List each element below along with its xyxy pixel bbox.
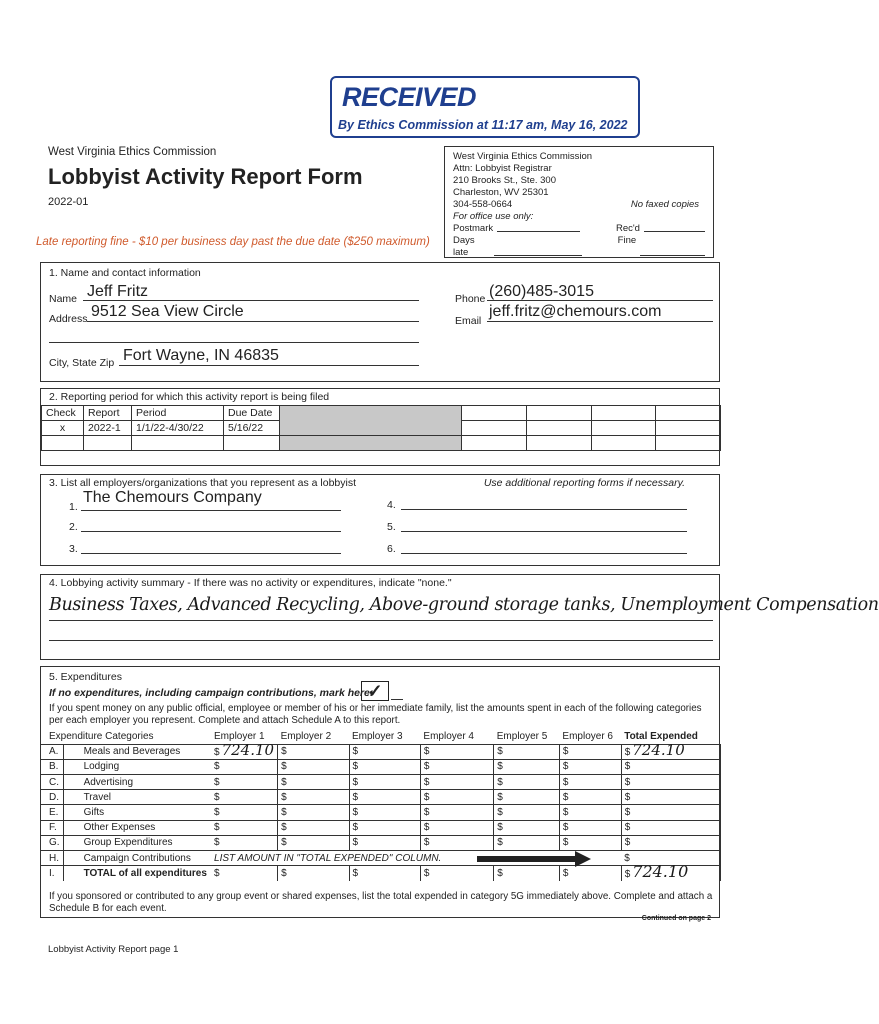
col-period: Period	[132, 406, 224, 421]
employer-3-amount[interactable]	[349, 790, 420, 805]
total-amount[interactable]	[621, 790, 720, 805]
period-empty-row	[42, 436, 721, 451]
period-header-row	[42, 406, 721, 421]
employer-5-total[interactable]	[494, 866, 560, 881]
total-amount[interactable]	[621, 741, 720, 760]
employer-6-amount[interactable]	[559, 775, 621, 790]
col-check: Check	[42, 406, 84, 421]
employer-5-amount[interactable]	[494, 820, 560, 835]
dollar-sign: $	[352, 761, 359, 773]
expenditure-row	[41, 775, 721, 790]
amount-value: 724.10	[632, 741, 685, 760]
dollar-sign: $	[214, 761, 220, 773]
campaign-contributions-row	[41, 851, 721, 866]
stamp-title: RECEIVED	[342, 82, 477, 112]
employer-2-amount[interactable]	[278, 744, 349, 759]
email-label: Email	[455, 315, 482, 327]
report-cell: 2022-1	[84, 421, 132, 436]
dollar-sign: $	[423, 776, 430, 788]
empty-cell	[591, 436, 656, 451]
empty-cell	[462, 436, 527, 451]
no-expenditures-label: If no expenditures, including campaign contributions, mark here:	[49, 687, 374, 699]
dollar-sign: $	[562, 761, 569, 773]
dollar-sign: $	[214, 837, 220, 849]
total-amount[interactable]	[621, 835, 720, 850]
empty-cell	[42, 436, 84, 451]
employer-2-amount[interactable]	[278, 805, 349, 820]
dollar-sign: $	[352, 807, 359, 819]
dollar-sign: $	[214, 807, 220, 819]
addr-phone: 304-558-0664	[453, 199, 513, 210]
group-event-note: If you sponsored or contributed to any group event or shared expenses, list the total expended in category 5G immediately above. Complete and attach a Schedule B for each event.	[49, 891, 713, 914]
form-code: 2022-01	[48, 196, 89, 208]
total-amount[interactable]	[621, 775, 720, 790]
employer-5-amount[interactable]	[494, 744, 560, 759]
row-category: Campaign Contributions	[83, 852, 191, 864]
dollar-sign: $	[562, 791, 569, 803]
amount-value: 724.10	[221, 741, 275, 760]
employer-1-num: 1.	[69, 501, 78, 513]
employer-3-amount[interactable]	[349, 805, 420, 820]
dollar-sign: $	[624, 869, 631, 881]
section-3-title: 3. List all employers/organizations that you represent as a lobbyist	[49, 477, 356, 489]
dollar-sign: $	[423, 868, 430, 880]
employer-1-amount[interactable]	[211, 741, 278, 760]
employer-4-total[interactable]	[420, 866, 493, 881]
name-label: Name	[49, 293, 78, 305]
empty-cell	[462, 406, 527, 421]
dollar-sign: $	[214, 822, 220, 834]
dollar-sign: $	[497, 868, 503, 880]
employer-2-amount[interactable]	[278, 759, 349, 774]
employer-4-field[interactable]	[401, 491, 687, 510]
recd-line	[644, 223, 705, 232]
col-report: Report	[84, 406, 132, 421]
dollar-sign: $	[497, 791, 503, 803]
section-2-period	[40, 388, 720, 466]
section-3-employers	[40, 474, 720, 566]
dollar-sign: $	[214, 868, 220, 880]
list-amount-note	[211, 851, 621, 866]
employer-2-amount[interactable]	[278, 790, 349, 805]
address-field[interactable]	[87, 303, 419, 322]
dollar-sign: $	[497, 746, 503, 758]
col-categories: Expenditure Categories	[49, 730, 154, 742]
employer-6-amount[interactable]	[559, 835, 621, 850]
row-category: Travel	[83, 791, 111, 803]
dollar-sign: $	[562, 776, 569, 788]
list-amount-text: LIST AMOUNT IN "TOTAL EXPENDED" COLUMN.	[214, 852, 442, 864]
employer-1-amount[interactable]	[211, 835, 278, 850]
no-fax-note: No faxed copies	[630, 199, 699, 210]
dollar-sign: $	[423, 837, 430, 849]
additional-forms-note: Use additional reporting forms if necessary.	[483, 477, 685, 489]
dollar-sign: $	[352, 822, 359, 834]
expenditure-row	[41, 805, 721, 820]
dollar-sign: $	[562, 807, 569, 819]
employer-6-amount[interactable]	[559, 744, 621, 759]
dollar-sign: $	[352, 791, 359, 803]
total-row	[41, 866, 721, 881]
dollar-sign: $	[281, 746, 287, 758]
col-employer-6: Employer 6	[562, 730, 613, 742]
office-use-label: For office use only:	[453, 211, 534, 222]
employer-1-amount[interactable]	[211, 805, 278, 820]
dollar-sign: $	[281, 822, 287, 834]
dollar-sign: $	[423, 791, 430, 803]
dollar-sign: $	[497, 761, 503, 773]
employer-4-amount[interactable]	[420, 790, 493, 805]
col-total-expended: Total Expended	[624, 730, 698, 742]
section-5-expenditures	[40, 666, 720, 922]
dollar-sign: $	[281, 776, 287, 788]
city-field[interactable]	[119, 347, 419, 366]
section-4-title: 4. Lobbying activity summary - If there was no activity or expenditures, indicate "none."	[49, 577, 452, 589]
row-letter: D.	[41, 790, 63, 805]
period-table	[41, 405, 721, 451]
employer-6-total[interactable]	[559, 866, 621, 881]
employer-6-amount[interactable]	[559, 759, 621, 774]
dollar-sign: $	[214, 791, 220, 803]
empty-cell	[84, 436, 132, 451]
dollar-sign: $	[281, 837, 287, 849]
continued-note: Continued on page 2	[641, 915, 711, 922]
employer-3-amount[interactable]	[349, 820, 420, 835]
dollar-sign: $	[624, 807, 631, 819]
col-employer-3: Employer 3	[352, 730, 403, 742]
employer-4-amount[interactable]	[420, 759, 493, 774]
email-field[interactable]	[487, 303, 713, 322]
summary-line-1[interactable]	[49, 595, 879, 621]
employer-6-num: 6.	[387, 543, 396, 555]
col-employer-5: Employer 5	[496, 730, 548, 742]
employer-5-amount[interactable]	[494, 759, 560, 774]
employer-4-amount[interactable]	[420, 805, 493, 820]
amount-value: 724.10	[632, 862, 689, 882]
arrow-right-icon	[575, 851, 591, 867]
employer-2-total[interactable]	[278, 866, 349, 881]
due-date-cell: 5/16/22	[224, 421, 280, 436]
employer-2-field[interactable]	[81, 513, 341, 532]
summary-line-2[interactable]	[49, 623, 713, 641]
dollar-sign: $	[214, 747, 220, 759]
dollar-sign: $	[281, 761, 287, 773]
expenditure-row	[41, 744, 721, 759]
dollar-sign: $	[352, 868, 359, 880]
addr-line1: West Virginia Ethics Commission	[453, 151, 593, 162]
empty-cell	[656, 421, 721, 436]
dollar-sign: $	[624, 852, 630, 864]
address-label: Address	[49, 313, 88, 325]
arrow-shaft	[477, 856, 577, 862]
employer-5-field[interactable]	[401, 513, 687, 532]
dollar-sign: $	[562, 868, 569, 880]
checkbox-tail-line	[391, 699, 403, 700]
section-2-title: 2. Reporting period for which this activity report is being filed	[49, 391, 330, 403]
employer-2-amount[interactable]	[278, 820, 349, 835]
row-category: Other Expenses	[83, 822, 156, 834]
row-category: Lodging	[83, 761, 120, 773]
row-letter: I.	[41, 866, 63, 881]
expenditure-row	[41, 820, 721, 835]
row-category: Group Expenditures	[83, 837, 173, 849]
empty-cell	[591, 421, 656, 436]
dollar-sign: $	[214, 776, 220, 788]
dollar-sign: $	[423, 822, 430, 834]
expenditure-row	[41, 790, 721, 805]
recd-label: Rec'd	[615, 223, 640, 234]
dollar-sign: $	[624, 822, 631, 834]
employer-4-amount[interactable]	[420, 775, 493, 790]
row-letter: H.	[41, 851, 63, 866]
row-category: Gifts	[83, 807, 105, 819]
page-footer: Lobbyist Activity Report page 1	[48, 944, 179, 955]
employer-6-amount[interactable]	[559, 820, 621, 835]
employer-2-num: 2.	[69, 521, 78, 533]
employer-1-amount[interactable]	[211, 820, 278, 835]
row-letter: E.	[41, 805, 63, 820]
expenditure-instructions: If you spent money on any public official, employee or member of his or her immediate family, list the amounts spent in each of the following categories per each employer you represent. Complete and attach Schedule A to this report.	[49, 703, 702, 726]
section-4-summary	[40, 574, 879, 660]
employer-4-amount[interactable]	[420, 835, 493, 850]
employer-5-amount[interactable]	[494, 790, 560, 805]
row-category: Meals and Beverages	[83, 746, 181, 758]
employer-3-num: 3.	[69, 543, 78, 555]
total-amount[interactable]	[621, 820, 720, 835]
dollar-sign: $	[281, 807, 287, 819]
section-1-contact	[40, 262, 720, 382]
phone-field[interactable]	[487, 283, 713, 301]
row-letter: A.	[41, 744, 63, 759]
dollar-sign: $	[423, 807, 430, 819]
empty-cell	[526, 421, 591, 436]
email-value: jeff.fritz@chemours.com	[489, 303, 662, 320]
expenditures-table	[41, 729, 721, 881]
employer-1-value: The Chemours Company	[83, 489, 262, 506]
mailing-address-box	[444, 146, 714, 258]
empty-cell	[656, 436, 721, 451]
dollar-sign: $	[562, 822, 569, 834]
row-letter: F.	[41, 820, 63, 835]
employer-5-amount[interactable]	[494, 805, 560, 820]
addr-line4: Charleston, WV 25301	[453, 187, 549, 198]
employer-3-amount[interactable]	[349, 775, 420, 790]
dollar-sign: $	[423, 761, 430, 773]
dollar-sign: $	[624, 747, 631, 759]
empty-cell	[526, 436, 591, 451]
employer-6-amount[interactable]	[559, 790, 621, 805]
employer-1-amount[interactable]	[211, 775, 278, 790]
expenditures-header-row	[41, 729, 721, 744]
phone-label: Phone	[455, 293, 486, 305]
employer-6-amount[interactable]	[559, 805, 621, 820]
row-letter: B.	[41, 759, 63, 774]
postmark-row	[453, 223, 705, 235]
empty-cell	[224, 436, 280, 451]
employer-2-amount[interactable]	[278, 835, 349, 850]
employer-6-field[interactable]	[401, 535, 687, 554]
late-fine-notice: Late reporting fine - $10 per business day past the due date ($250 maximum)	[36, 236, 430, 248]
addr-line3: 210 Brooks St., Ste. 300	[453, 175, 556, 186]
days-late-row	[453, 235, 705, 259]
dollar-sign: $	[624, 791, 631, 803]
form-title: Lobbyist Activity Report Form	[48, 164, 363, 189]
fine-line	[640, 235, 705, 256]
employer-5-amount[interactable]	[494, 835, 560, 850]
empty-cell	[591, 406, 656, 421]
addr-line2: Attn: Lobbyist Registrar	[453, 163, 552, 174]
dollar-sign: $	[562, 746, 569, 758]
redacted-area	[280, 406, 462, 436]
name-value: Jeff Fritz	[87, 283, 149, 300]
dollar-sign: $	[497, 807, 503, 819]
dollar-sign: $	[281, 791, 287, 803]
col-employer-4: Employer 4	[423, 730, 474, 742]
dollar-sign: $	[423, 746, 430, 758]
section-5-title: 5. Expenditures	[49, 671, 122, 683]
employer-4-amount[interactable]	[420, 744, 493, 759]
period-cell: 1/1/22-4/30/22	[132, 421, 224, 436]
row-letter: G.	[41, 835, 63, 850]
days-late-label: Days late	[453, 235, 475, 258]
row-category: Advertising	[83, 776, 134, 788]
employer-3-total[interactable]	[349, 866, 420, 881]
col-employer-2: Employer 2	[280, 730, 332, 742]
summary-value: Business Taxes, Advanced Recycling, Above-ground storage tanks, Unemployment Compensation	[49, 595, 879, 615]
employer-3-amount[interactable]	[349, 835, 420, 850]
total-amount[interactable]	[621, 805, 720, 820]
empty-cell	[462, 421, 527, 436]
dollar-sign: $	[624, 761, 631, 773]
fine-label: Fine	[617, 235, 637, 246]
row-letter: C.	[41, 775, 63, 790]
employer-2-amount[interactable]	[278, 775, 349, 790]
no-expenditures-checkbox[interactable]: ✓	[361, 681, 389, 701]
dollar-sign: $	[562, 837, 569, 849]
employer-4-amount[interactable]	[420, 820, 493, 835]
dollar-sign: $	[497, 822, 503, 834]
address-value: 9512 Sea View Circle	[91, 303, 244, 320]
dollar-sign: $	[624, 837, 631, 849]
days-late-line	[494, 235, 582, 256]
employer-1-total[interactable]	[211, 866, 278, 881]
dollar-sign: $	[497, 837, 503, 849]
phone-value: (260)485-3015	[489, 283, 594, 300]
address-line-2[interactable]	[49, 325, 419, 343]
dollar-sign: $	[352, 746, 359, 758]
check-cell[interactable]: x	[42, 421, 84, 436]
org-name: West Virginia Ethics Commission	[48, 146, 217, 158]
employer-5-amount[interactable]	[494, 775, 560, 790]
empty-cell	[132, 436, 224, 451]
dollar-sign: $	[352, 837, 359, 849]
row-category: TOTAL of all expenditures	[83, 868, 207, 880]
employer-1-amount[interactable]	[211, 759, 278, 774]
postmark-label: Postmark	[453, 223, 494, 234]
empty-cell	[656, 406, 721, 421]
employer-3-field[interactable]	[81, 535, 341, 554]
dollar-sign: $	[352, 776, 359, 788]
col-employer-1: Employer 1	[214, 730, 265, 742]
employer-5-num: 5.	[387, 521, 396, 533]
total-amount[interactable]	[621, 759, 720, 774]
city-label: City, State Zip	[49, 357, 115, 369]
expenditure-row	[41, 835, 721, 850]
employer-1-field[interactable]	[81, 489, 341, 511]
stamp-subtitle: By Ethics Commission at 11:17 am, May 16, 2022	[338, 118, 628, 132]
employer-4-num: 4.	[387, 499, 396, 511]
dollar-sign: $	[281, 868, 287, 880]
grand-total[interactable]	[621, 862, 720, 882]
col-due-date: Due Date	[224, 406, 280, 421]
employer-1-amount[interactable]	[211, 790, 278, 805]
redacted-area	[280, 436, 462, 451]
name-field[interactable]	[83, 283, 419, 301]
dollar-sign: $	[497, 776, 503, 788]
section-1-title: 1. Name and contact information	[49, 267, 201, 279]
employer-3-amount[interactable]	[349, 759, 420, 774]
received-stamp	[330, 76, 640, 138]
expenditure-row	[41, 759, 721, 774]
empty-cell	[526, 406, 591, 421]
postmark-line	[497, 223, 580, 232]
employer-3-amount[interactable]	[349, 744, 420, 759]
city-value: Fort Wayne, IN 46835	[123, 347, 279, 364]
dollar-sign: $	[624, 776, 631, 788]
